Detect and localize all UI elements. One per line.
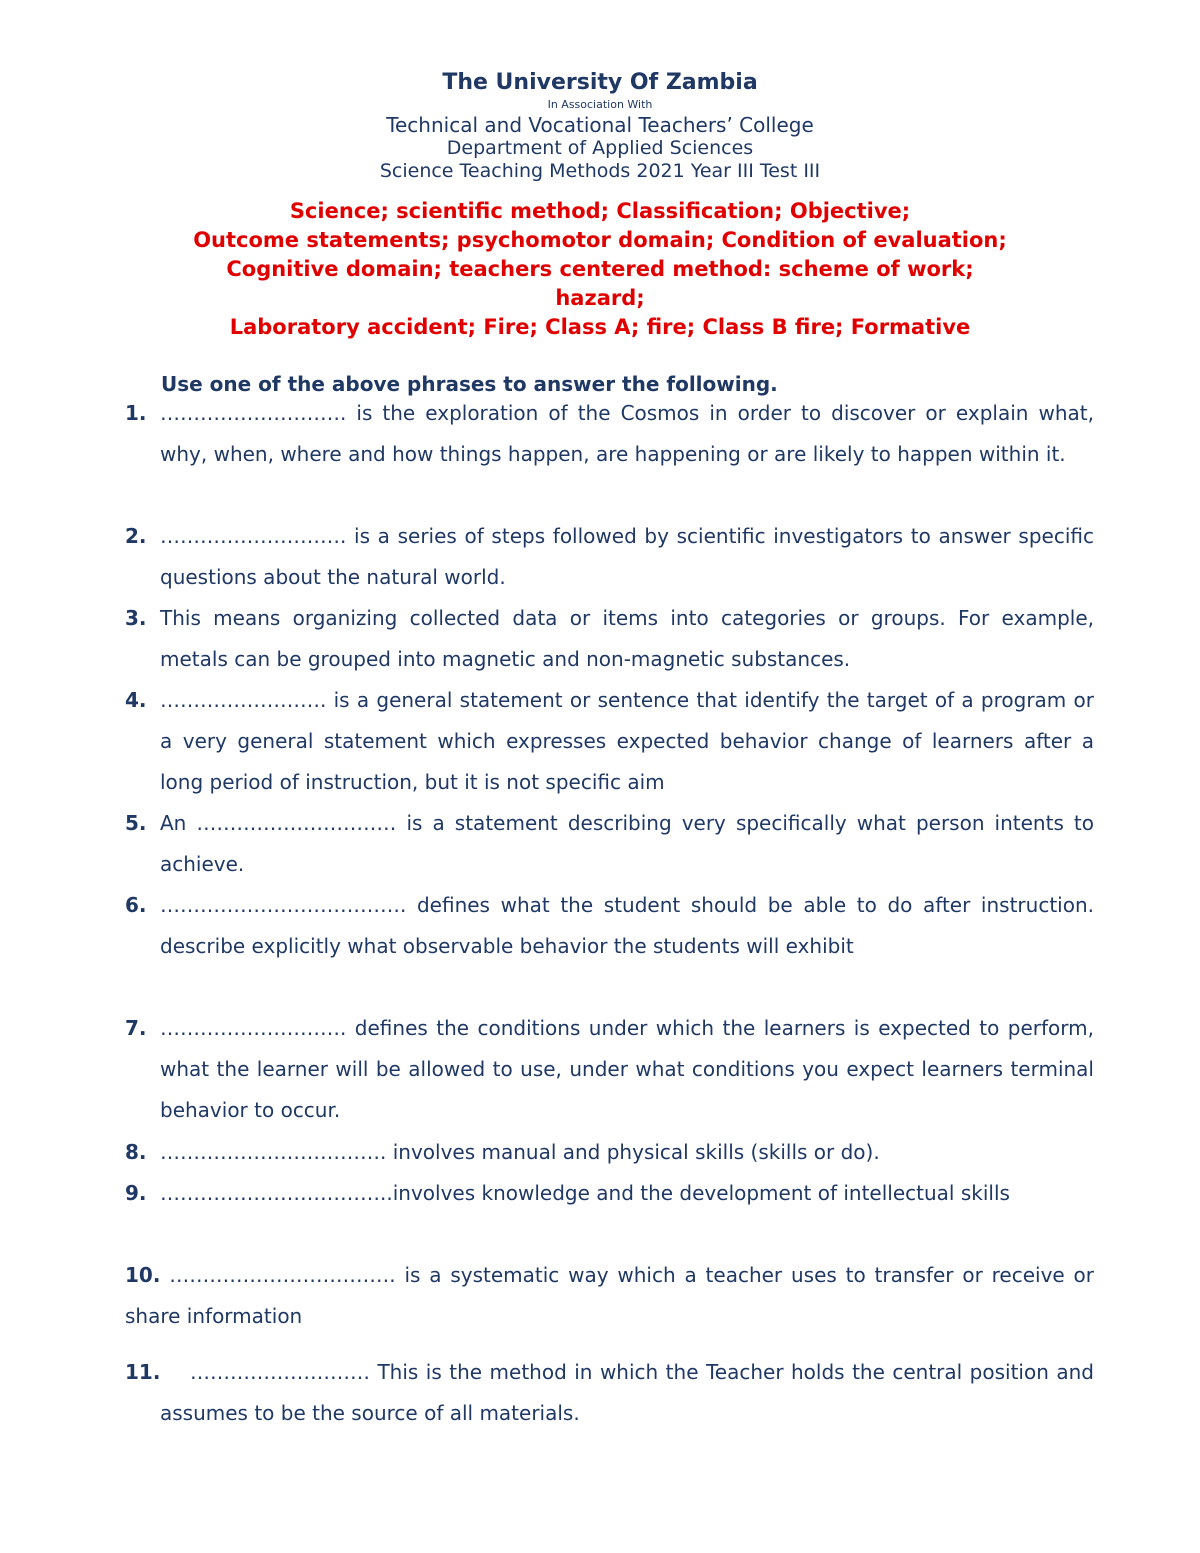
association-line: In Association With [547, 98, 653, 111]
question-number: 10. [125, 1263, 161, 1287]
question-number: 5. [125, 811, 147, 835]
keyword-line: Science; scientific method; Classification; Objective; [289, 199, 911, 223]
question-number: 2. [125, 524, 147, 548]
question-number: 7. [125, 1016, 147, 1040]
question-text: ………………………. is a series of steps followed by scientific investigators to answer specific questions about the natural world. [160, 524, 1094, 589]
question-item [125, 1008, 1094, 1131]
question-number: 6. [125, 893, 147, 917]
question-item [125, 516, 1094, 598]
question-item [125, 393, 1094, 475]
question-number: 1. [125, 401, 147, 425]
question-item [125, 885, 1094, 967]
question-text: ……………………… This is the method in which the Teacher holds the central position and assumes to be the source of all materials. [160, 1360, 1094, 1425]
keyword-line: Laboratory accident; Fire; Class A; fire; Class B fire; Formative [229, 315, 971, 339]
question-text: ……………………………. involves manual and physical skills (skills or do). [160, 1140, 880, 1164]
keyword-line: hazard; [555, 286, 645, 310]
keyword-line: Cognitive domain; teachers centered method: scheme of work; [226, 257, 974, 281]
question-number: 11. [125, 1360, 161, 1384]
question-text: An ………………………… is a statement describing very specifically what person intents to achieve. [160, 811, 1094, 876]
question-number: 8. [125, 1140, 147, 1164]
question-text: This means organizing collected data or items into categories or groups. For example, metals can be grouped into magnetic and non-magnetic substances. [160, 606, 1094, 671]
question-item [125, 598, 1094, 680]
question-item [125, 1255, 1094, 1337]
question-number: 9. [125, 1181, 147, 1205]
question-text: ……………………………. is a systematic way which a teacher uses to transfer or receive or share information [125, 1263, 1094, 1328]
question-item [125, 680, 1094, 803]
question-text: ……………………………..involves knowledge and the development of intellectual skills [160, 1181, 1010, 1205]
question-text: ………………………. defines the conditions under which the learners is expected to perform, what the learner will be allowed to use, under what conditions you expect learners terminal behavior to occur. [160, 1016, 1094, 1122]
university-title: The University Of Zambia [442, 70, 758, 95]
question-number: 4. [125, 688, 147, 712]
keyword-line: Outcome statements; psychomotor domain; Condition of evaluation; [193, 228, 1007, 252]
question-body [125, 1255, 1094, 1337]
keyword-list [0, 197, 1200, 342]
question-number: 3. [125, 606, 147, 630]
question-text: ……………………. is a general statement or sentence that identify the target of a program or a very general statement which expresses expected behavior change of learners after a long period of instruction, but it is not specific aim [160, 688, 1094, 794]
question-item [125, 1132, 1094, 1173]
question-item [125, 803, 1094, 885]
college-name: Technical and Vocational Teachers’ College [386, 113, 814, 137]
question-text: ………………………………. defines what the student should be able to do after instruction. describe explicitly what observable behavior the students will exhibit [160, 893, 1094, 958]
department-name: Department of Applied Sciences [446, 137, 754, 159]
question-item [125, 1173, 1094, 1214]
instruction-text: Use one of the above phrases to answer the following. [161, 372, 778, 396]
course-title: Science Teaching Methods 2021 Year III Test III [379, 160, 821, 182]
question-item [125, 1352, 1094, 1434]
question-text: ………………………. is the exploration of the Cosmos in order to discover or explain what, why, when, where and how things happen, are happening or are likely to happen within it. [160, 401, 1094, 466]
